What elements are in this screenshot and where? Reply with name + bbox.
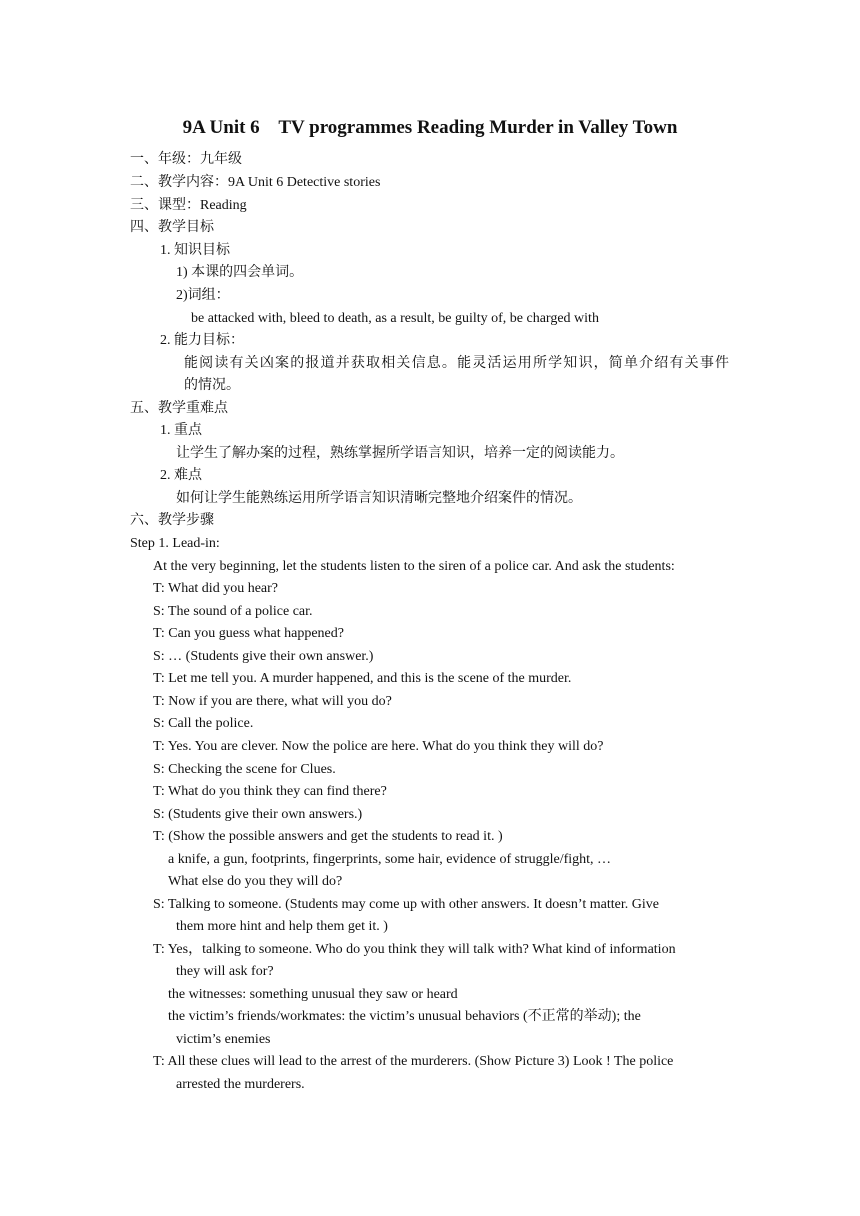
dialogue-line: S: Call the police. [153,716,254,731]
dialogue-line: T: What do you think they can find there? [153,784,387,799]
objective-knowledge-item-phrases: 2)词组： [176,288,230,303]
dialogue-line: T: Can you guess what happened? [153,626,344,641]
dialogue-line: S: Talking to someone. (Students may come up with other answers. It doesn’t matter. Give [153,897,659,912]
section-objectives: 四、教学目标 [130,220,214,235]
section-content: 二、教学内容：9A Unit 6 Detective stories [130,175,381,190]
dialogue-line: T: (Show the possible answers and get the students to read it. ) [153,829,503,844]
key-point-text: 让学生了解办案的过程，熟练掌握所学语言知识，培养一定的阅读能力。 [176,446,624,461]
section-steps: 六、教学步骤 [130,513,214,528]
objective-knowledge-heading: 1. 知识目标 [160,243,230,258]
answer-victim-friends-cont: victim’s enemies [176,1032,271,1047]
difficulty-text: 如何让学生能熟练运用所学语言知识清晰完整地介绍案件的情况。 [176,491,582,506]
dialogue-line: S: … (Students give their own answer.) [153,649,374,664]
document-title: 9A Unit 6 TV programmes Reading Murder in Valley Town [182,117,678,138]
dialogue-line: T: Yes. You are clever. Now the police are here. What do you think they will do? [153,739,604,754]
dialogue-line: S: (Students give their own answers.) [153,807,363,822]
dialogue-line: T: Yes，talking to someone. Who do you think they will talk with? What kind of information [153,942,676,957]
objective-knowledge-item-words: 1) 本课的四会单词。 [176,265,304,280]
phrase-list: be attacked with, bleed to death, as a result, be guilty of, be charged with [191,311,599,326]
section-key-points: 五、教学重难点 [130,401,228,416]
dialogue-line-cont: arrested the murderers. [176,1077,305,1092]
dialogue-line-cont: they will ask for? [176,964,274,979]
step1-intro: At the very beginning, let the students listen to the siren of a police car. And ask the students: [153,559,675,574]
dialogue-line: S: Checking the scene for Clues. [153,762,336,777]
difficulty-heading: 2. 难点 [160,468,202,483]
step1-heading: Step 1. Lead-in: [130,536,220,551]
dialogue-line: T: All these clues will lead to the arrest of the murderers. (Show Picture 3) Look ! The police [153,1054,674,1069]
dialogue-line: S: The sound of a police car. [153,604,313,619]
objective-ability-text: 能阅读有关凶案的报道并获取相关信息。能灵活运用所学知识，简单介绍有关事件 [184,356,729,371]
dialogue-line: T: Let me tell you. A murder happened, and this is the scene of the murder. [153,671,572,686]
dialogue-line: T: What did you hear? [153,581,279,596]
dialogue-line: T: Now if you are there, what will you do? [153,694,392,709]
dialogue-line-cont: them more hint and help them get it. ) [176,919,388,934]
objective-ability-heading: 2. 能力目标： [160,333,244,348]
answer-list-evidence: a knife, a gun, footprints, fingerprints, some hair, evidence of struggle/fight, … [168,852,612,867]
answer-witnesses: the witnesses: something unusual they saw or heard [168,987,458,1002]
section-lesson-type: 三、课型：Reading [130,198,247,213]
answer-question: What else do you they will do? [168,874,343,889]
answer-victim-friends: the victim’s friends/workmates: the victim’s unusual behaviors (不正常的举动); the [168,1009,641,1024]
key-point-heading: 1. 重点 [160,423,202,438]
section-grade: 一、年级：九年级 [130,152,242,167]
objective-ability-text-cont: 的情况。 [184,378,240,393]
